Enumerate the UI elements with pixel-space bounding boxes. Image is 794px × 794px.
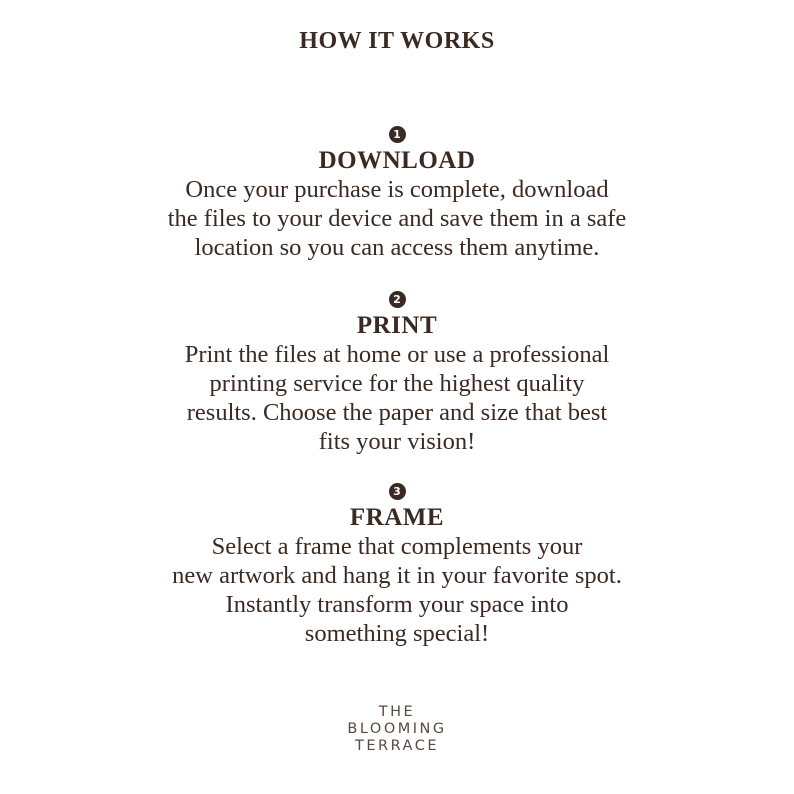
step-frame [0,483,794,648]
step-description-print: Print the files at home or use a professional printing service for the highest quality results. Choose the paper and size that best fits your vision! [184,341,610,455]
logo-line-the: THE [378,704,416,720]
step-download [0,126,794,262]
step-title-print: PRINT [356,312,438,339]
step-number-3-icon: 3 [389,483,406,500]
logo-line-terrace: TERRACE [354,738,440,754]
step-number-1-icon: 1 [389,126,406,143]
step-description-download: Once your purchase is complete, download the files to your device and save them in a safe location so you can access them anytime. [167,176,627,261]
brand-logo [0,704,794,755]
step-print [0,291,794,456]
step-description-frame: Select a frame that complements your new artwork and hang it in your favorite spot. Instantly transform your space into something special! [172,533,622,647]
step-number-2-icon: 2 [389,291,406,308]
logo-line-blooming: BLOOMING [347,721,447,737]
step-title-frame: FRAME [349,504,445,531]
page-title: HOW IT WORKS [299,28,495,54]
step-title-download: DOWNLOAD [318,147,476,174]
